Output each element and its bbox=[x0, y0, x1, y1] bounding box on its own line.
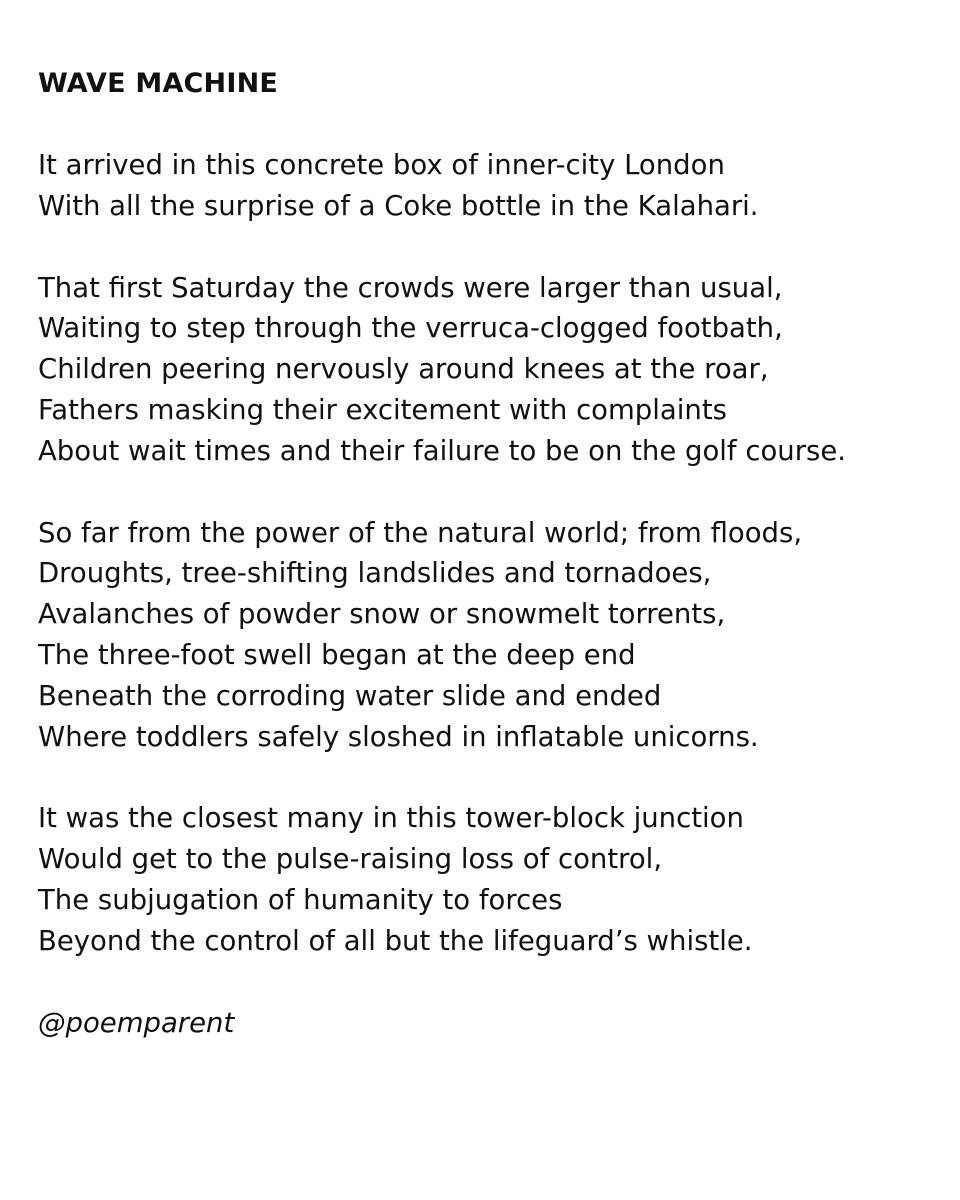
poem-line: Beyond the control of all but the lifeguard’s whistle. bbox=[38, 924, 753, 957]
poem-line: That first Saturday the crowds were larger than usual, bbox=[38, 271, 783, 304]
poem-page bbox=[38, 64, 938, 1043]
poem-line: Children peering nervously around knees at the roar, bbox=[38, 353, 769, 386]
poem-title: WAVE MACHINE bbox=[38, 68, 279, 99]
stanza-3 bbox=[38, 513, 938, 758]
poem-line: Droughts, tree-shifting landslides and tornadoes, bbox=[38, 557, 712, 590]
poem-line: The three-foot swell began at the deep end bbox=[38, 638, 636, 671]
poem-line: About wait times and their failure to be on the golf course. bbox=[38, 434, 847, 467]
poem-line: With all the surprise of a Coke bottle in the Kalahari. bbox=[38, 189, 759, 222]
poem-line: Where toddlers safely sloshed in inflatable unicorns. bbox=[38, 720, 759, 753]
stanza-4 bbox=[38, 798, 938, 961]
stanza-1 bbox=[38, 145, 938, 227]
poem-line: Beneath the corroding water slide and ended bbox=[38, 679, 662, 712]
stanza-2 bbox=[38, 268, 938, 472]
poem-line: Fathers masking their excitement with complaints bbox=[38, 393, 727, 426]
poem-line: It arrived in this concrete box of inner-city London bbox=[38, 149, 725, 181]
poem-line: So far from the power of the natural world; from floods, bbox=[38, 516, 803, 549]
poem-line: Waiting to step through the verruca-clogged footbath, bbox=[38, 312, 783, 345]
poem-line: The subjugation of humanity to forces bbox=[38, 883, 563, 916]
poem-line: Would get to the pulse-raising loss of control, bbox=[38, 843, 663, 876]
author-handle: @poemparent bbox=[38, 1006, 235, 1039]
poem-line: Avalanches of powder snow or snowmelt torrents, bbox=[38, 598, 726, 631]
poem-line: It was the closest many in this tower-block junction bbox=[38, 802, 744, 835]
